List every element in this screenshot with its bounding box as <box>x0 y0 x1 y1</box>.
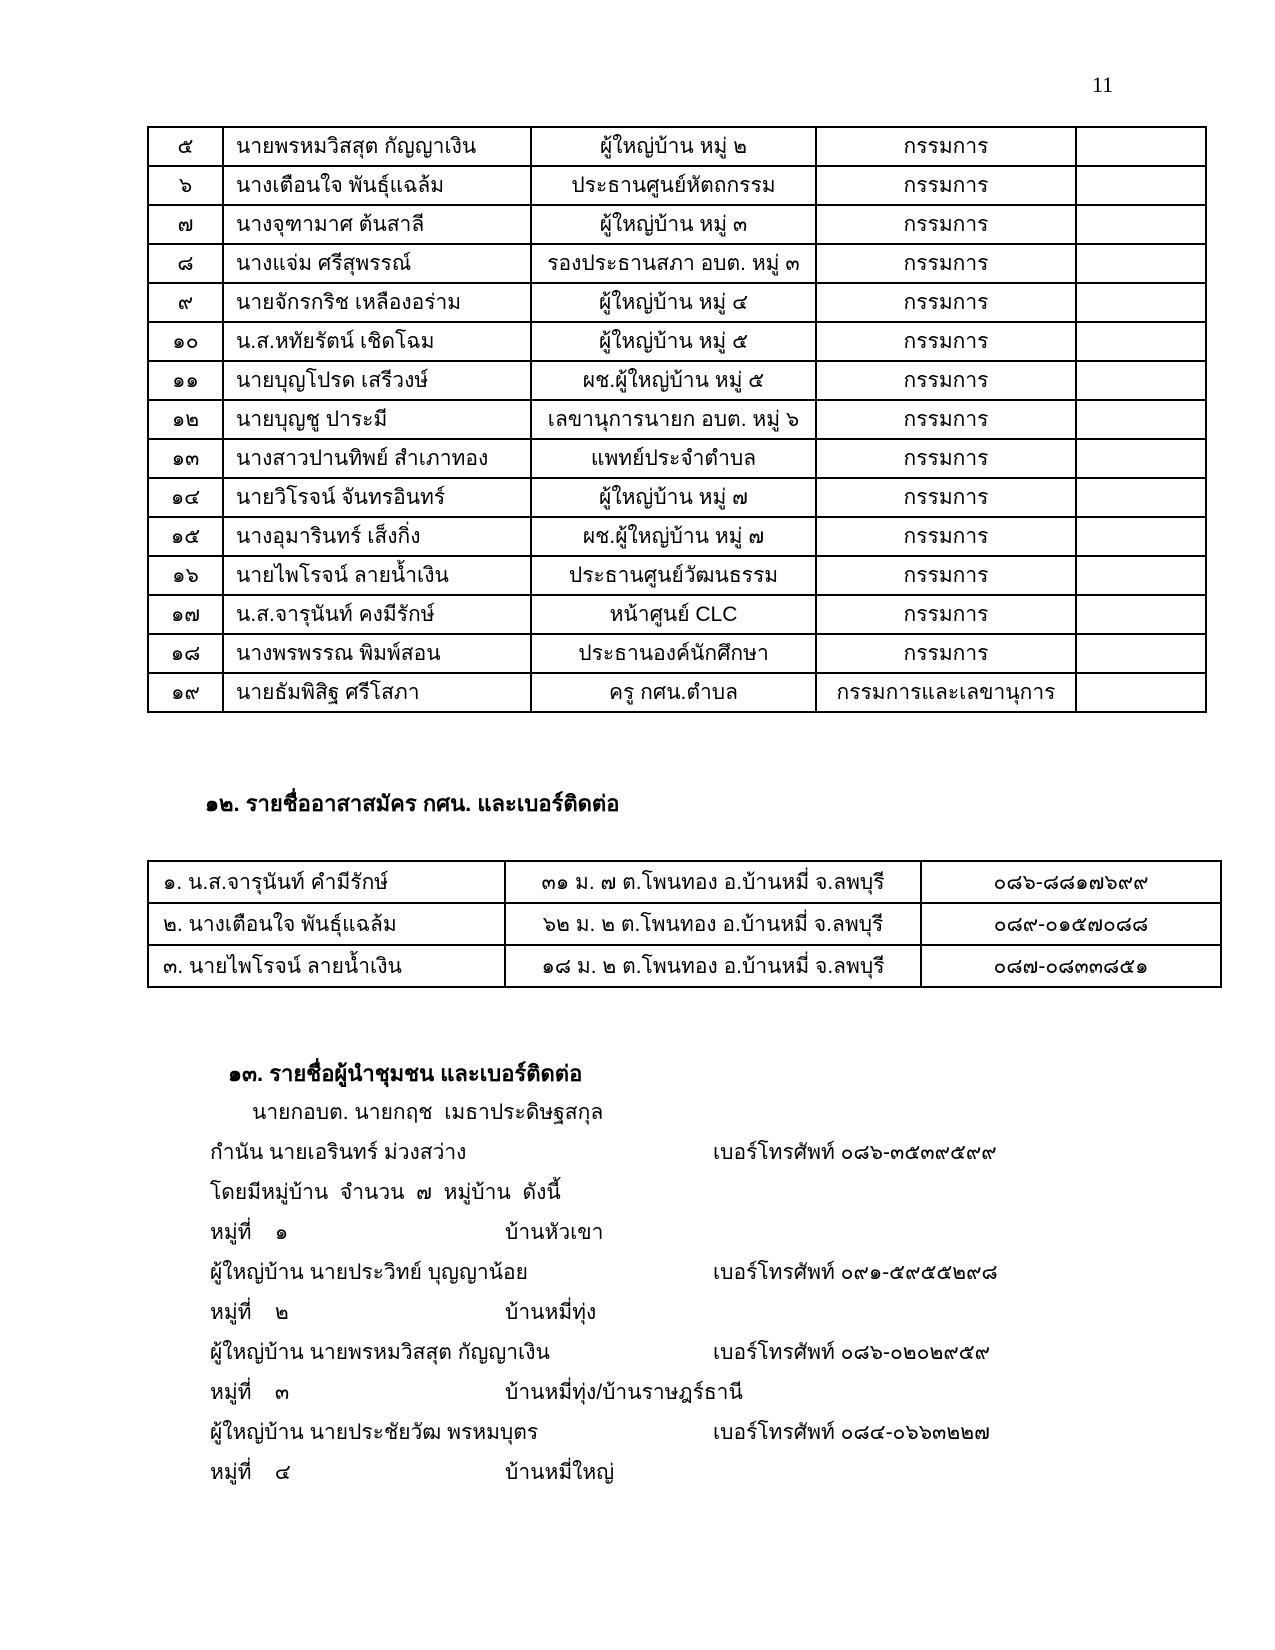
volunteer-address-cell: ๑๘ ม. ๒ ต.โพนทอง อ.บ้านหมี่ จ.ลพบุรี <box>505 945 921 987</box>
position-cell: ผช.ผู้ใหญ่บ้าน หมู่ ๕ <box>531 361 816 400</box>
member-name-cell: นายบุญชู ปาระมี <box>223 400 531 439</box>
row-number-cell: ๑๔ <box>148 478 223 517</box>
leader-line <box>0 1096 1275 1136</box>
page-number: 11 <box>1092 72 1114 97</box>
section-13-heading: ๑๓. รายชื่อผู้นำชุมชน และเบอร์ติดต่อ <box>228 1061 583 1086</box>
table-row <box>148 517 1206 556</box>
row-number-cell: ๑๖ <box>148 556 223 595</box>
leader-line-text: ผู้ใหญ่บ้าน นายพรหมวิสสุต กัญญาเงิน <box>210 1341 550 1364</box>
role-cell: กรรมการ <box>816 322 1076 361</box>
row-number-cell: ๑๓ <box>148 439 223 478</box>
role-cell: กรรมการ <box>816 517 1076 556</box>
empty-note-cell <box>1076 517 1206 556</box>
leader-line-text: หมู่ที่ ๔ <box>210 1461 291 1484</box>
leader-line-text: หมู่ที่ ๓ <box>210 1381 290 1404</box>
position-cell: ผู้ใหญ่บ้าน หมู่ ๓ <box>531 205 816 244</box>
community-leader-list <box>0 1096 1275 1496</box>
table-row <box>148 127 1206 166</box>
role-cell: กรรมการ <box>816 205 1076 244</box>
role-cell: กรรมการ <box>816 283 1076 322</box>
row-number-cell: ๗ <box>148 205 223 244</box>
role-cell: กรรมการ <box>816 634 1076 673</box>
row-number-cell: ๖ <box>148 166 223 205</box>
phone-number-text: เบอร์โทรศัพท์ ๐๘๔-๐๖๖๓๒๒๗ <box>713 1421 990 1444</box>
table-row <box>148 283 1206 322</box>
empty-note-cell <box>1076 439 1206 478</box>
table-row <box>148 166 1206 205</box>
empty-note-cell <box>1076 400 1206 439</box>
member-name-cell: นายจักรกริช เหลืองอร่าม <box>223 283 531 322</box>
empty-note-cell <box>1076 634 1206 673</box>
table-row <box>148 244 1206 283</box>
leader-line-text: กำนัน นายเอรินทร์ ม่วงสว่าง <box>210 1141 467 1164</box>
leader-line <box>0 1216 1275 1256</box>
leader-line-text: ผู้ใหญ่บ้าน นายประชัยวัฒ พรหมบุตร <box>210 1421 539 1444</box>
leader-line-text: หมู่ที่ ๑ <box>210 1221 289 1244</box>
committee-table <box>147 126 1207 713</box>
phone-number-text: เบอร์โทรศัพท์ ๐๘๖-๓๕๓๙๕๙๙ <box>713 1141 997 1164</box>
member-name-cell: นางสาวปานทิพย์ สำเภาทอง <box>223 439 531 478</box>
leader-line <box>0 1256 1275 1296</box>
position-cell: รองประธานสภา อบต. หมู่ ๓ <box>531 244 816 283</box>
empty-note-cell <box>1076 478 1206 517</box>
member-name-cell: นายวิโรจน์ จันทรอินทร์ <box>223 478 531 517</box>
volunteer-address-cell: ๓๑ ม. ๗ ต.โพนทอง อ.บ้านหมี่ จ.ลพบุรี <box>505 861 921 903</box>
volunteer-phone-cell: ๐๘๙-๐๑๕๗๐๘๘ <box>921 903 1221 945</box>
section-12-heading: ๑๒. รายชื่ออาสาสมัคร กศน. และเบอร์ติดต่อ <box>205 791 620 816</box>
role-cell: กรรมการ <box>816 361 1076 400</box>
table-row <box>148 478 1206 517</box>
position-cell: หน้าศูนย์ CLC <box>531 595 816 634</box>
empty-note-cell <box>1076 283 1206 322</box>
position-cell: ผู้ใหญ่บ้าน หมู่ ๗ <box>531 478 816 517</box>
role-cell: กรรมการและเลขานุการ <box>816 673 1076 712</box>
phone-number-text: เบอร์โทรศัพท์ ๐๘๖-๐๒๐๒๙๕๙ <box>713 1341 990 1364</box>
position-cell: ผู้ใหญ่บ้าน หมู่ ๒ <box>531 127 816 166</box>
role-cell: กรรมการ <box>816 166 1076 205</box>
committee-table-body <box>148 127 1206 712</box>
member-name-cell: นางอุมารินทร์ เส็งกิ่ง <box>223 517 531 556</box>
row-number-cell: ๑๒ <box>148 400 223 439</box>
role-cell: กรรมการ <box>816 400 1076 439</box>
role-cell: กรรมการ <box>816 595 1076 634</box>
role-cell: กรรมการ <box>816 127 1076 166</box>
row-number-cell: ๑๙ <box>148 673 223 712</box>
empty-note-cell <box>1076 556 1206 595</box>
empty-note-cell <box>1076 244 1206 283</box>
member-name-cell: นางแจ่ม ศรีสุพรรณ์ <box>223 244 531 283</box>
member-name-cell: นางพรพรรณ พิมพ์สอน <box>223 634 531 673</box>
position-cell: ผช.ผู้ใหญ่บ้าน หมู่ ๗ <box>531 517 816 556</box>
role-cell: กรรมการ <box>816 478 1076 517</box>
empty-note-cell <box>1076 127 1206 166</box>
position-cell: แพทย์ประจำตำบล <box>531 439 816 478</box>
table-row <box>148 361 1206 400</box>
volunteer-name-cell: ๓. นายไพโรจน์ ลายน้ำเงิน <box>148 945 505 987</box>
volunteer-phone-cell: ๐๘๖-๘๘๑๗๖๙๙ <box>921 861 1221 903</box>
row-number-cell: ๙ <box>148 283 223 322</box>
member-name-cell: นายบุญโปรด เสรีวงษ์ <box>223 361 531 400</box>
volunteer-table <box>147 860 1222 988</box>
phone-number-text: เบอร์โทรศัพท์ ๐๙๑-๕๙๕๕๒๙๘ <box>713 1261 998 1284</box>
position-cell: ครู กศน.ตำบล <box>531 673 816 712</box>
member-name-cell: นายพรหมวิสสุต กัญญาเงิน <box>223 127 531 166</box>
position-cell: ประธานศูนย์วัฒนธรรม <box>531 556 816 595</box>
table-row <box>148 556 1206 595</box>
leader-line <box>0 1416 1275 1456</box>
leader-line <box>0 1336 1275 1376</box>
table-row <box>148 903 1221 945</box>
volunteer-address-cell: ๖๒ ม. ๒ ต.โพนทอง อ.บ้านหมี่ จ.ลพบุรี <box>505 903 921 945</box>
row-number-cell: ๑๑ <box>148 361 223 400</box>
volunteer-phone-cell: ๐๘๗-๐๘๓๓๘๕๑ <box>921 945 1221 987</box>
table-row <box>148 634 1206 673</box>
village-name: บ้านหมี่ใหญ่ <box>505 1461 615 1484</box>
position-cell: เลขานุการนายก อบต. หมู่ ๖ <box>531 400 816 439</box>
row-number-cell: ๘ <box>148 244 223 283</box>
role-cell: กรรมการ <box>816 439 1076 478</box>
table-row <box>148 205 1206 244</box>
table-row <box>148 400 1206 439</box>
leader-line-text: โดยมีหมู่บ้าน จำนวน ๗ หมู่บ้าน ดังนี้ <box>210 1181 561 1204</box>
table-row <box>148 439 1206 478</box>
role-cell: กรรมการ <box>816 244 1076 283</box>
table-row <box>148 861 1221 903</box>
member-name-cell: น.ส.หทัยรัตน์ เชิดโฉม <box>223 322 531 361</box>
member-name-cell: น.ส.จารุนันท์ คงมีรักษ์ <box>223 595 531 634</box>
empty-note-cell <box>1076 361 1206 400</box>
leader-line <box>0 1376 1275 1416</box>
row-number-cell: ๑๕ <box>148 517 223 556</box>
position-cell: ผู้ใหญ่บ้าน หมู่ ๕ <box>531 322 816 361</box>
position-cell: ประธานองค์นักศึกษา <box>531 634 816 673</box>
leader-line <box>0 1456 1275 1496</box>
leader-line-text: นายกอบต. นายกฤช เมธาประดิษฐสกุล <box>252 1101 604 1124</box>
member-name-cell: นางจุฑามาศ ต้นสาลี <box>223 205 531 244</box>
row-number-cell: ๑๐ <box>148 322 223 361</box>
row-number-cell: ๑๘ <box>148 634 223 673</box>
empty-note-cell <box>1076 673 1206 712</box>
empty-note-cell <box>1076 205 1206 244</box>
position-cell: ผู้ใหญ่บ้าน หมู่ ๔ <box>531 283 816 322</box>
village-name: บ้านหัวเขา <box>505 1221 604 1244</box>
volunteer-name-cell: ๑. น.ส.จารุนันท์ คำมีรักษ์ <box>148 861 505 903</box>
table-row <box>148 673 1206 712</box>
empty-note-cell <box>1076 322 1206 361</box>
row-number-cell: ๑๗ <box>148 595 223 634</box>
leader-line-text: ผู้ใหญ่บ้าน นายประวิทย์ บุญญาน้อย <box>210 1261 528 1284</box>
table-row <box>148 595 1206 634</box>
leader-line <box>0 1296 1275 1336</box>
empty-note-cell <box>1076 166 1206 205</box>
member-name-cell: นางเตือนใจ พันธุ์แฉล้ม <box>223 166 531 205</box>
leader-line <box>0 1176 1275 1216</box>
volunteer-table-body <box>148 861 1221 987</box>
member-name-cell: นายธัมพิสิฐ ศรีโสภา <box>223 673 531 712</box>
position-cell: ประธานศูนย์หัตถกรรม <box>531 166 816 205</box>
village-name: บ้านหมี่ทุ่ง/บ้านราษฎร์ธานี <box>505 1381 743 1404</box>
member-name-cell: นายไพโรจน์ ลายน้ำเงิน <box>223 556 531 595</box>
leader-line-text: หมู่ที่ ๒ <box>210 1301 289 1324</box>
empty-note-cell <box>1076 595 1206 634</box>
row-number-cell: ๕ <box>148 127 223 166</box>
volunteer-name-cell: ๒. นางเตือนใจ พันธุ์แฉล้ม <box>148 903 505 945</box>
table-row <box>148 945 1221 987</box>
leader-line <box>0 1136 1275 1176</box>
role-cell: กรรมการ <box>816 556 1076 595</box>
village-name: บ้านหมี่ทุ่ง <box>505 1301 597 1324</box>
table-row <box>148 322 1206 361</box>
